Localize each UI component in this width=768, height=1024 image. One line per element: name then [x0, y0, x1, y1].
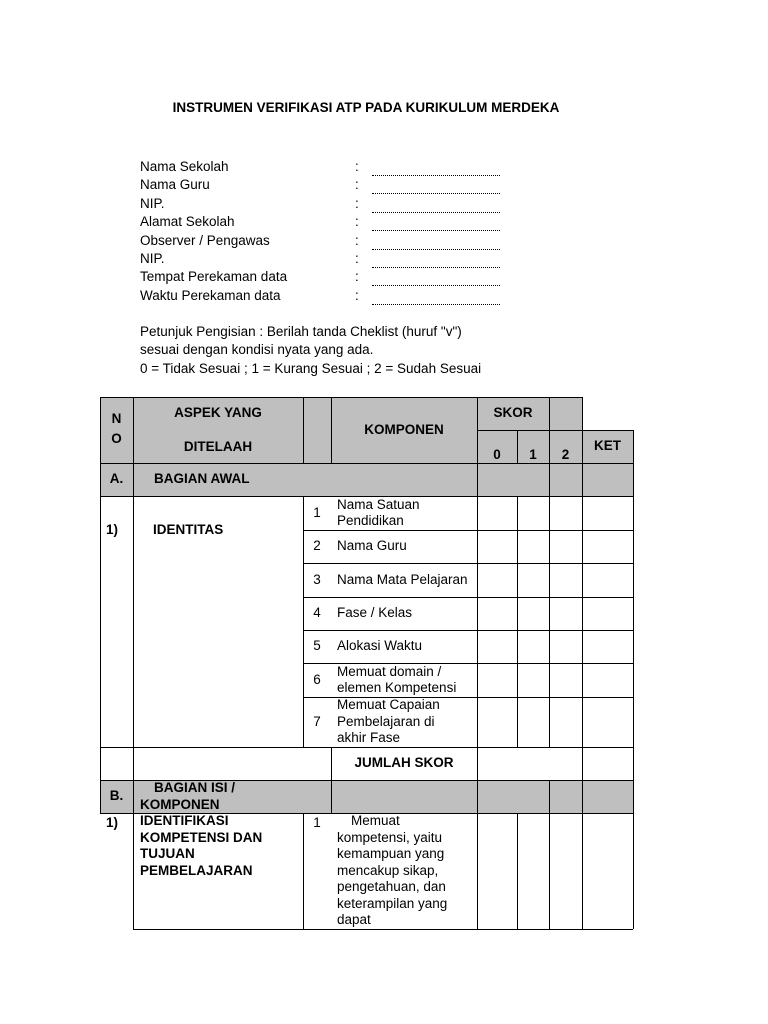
score-2-column[interactable] [550, 497, 582, 747]
field-label: Alamat Sekolah [140, 214, 235, 230]
field-colon: : [355, 232, 359, 248]
header-aspek-line2: DITELAAH [183, 438, 253, 454]
field-fill-line[interactable] [372, 175, 500, 176]
field-label: NIP. [140, 250, 165, 266]
header-komponen: KOMPONEN [364, 421, 444, 437]
header-skor-1: 1 [529, 446, 537, 462]
field-fill-line[interactable] [372, 193, 500, 194]
komponen-num: 4 [313, 605, 321, 621]
komponen-num: 6 [313, 671, 321, 687]
field-fill-line[interactable] [372, 267, 500, 268]
komponen-text: Memuat kompetensi, yaitu kemampuan yang mencakup sikap, pengetahuan, dan keterampilan yang dapat [337, 813, 448, 927]
komponen-num: 5 [313, 638, 321, 654]
page-title: INSTRUMEN VERIFIKASI ATP PADA KURIKULUM MERDEKA [172, 100, 560, 115]
field-fill-line[interactable] [372, 230, 500, 231]
identitas-aspek: IDENTITAS [153, 521, 224, 537]
field-fill-line[interactable] [372, 212, 500, 213]
identifikasi-aspek: IDENTIFIKASI KOMPETENSI DAN TUJUAN PEMBELAJARAN [140, 813, 263, 878]
instructions-line: Petunjuk Pengisian : Berilah tanda Cheklist (huruf "v") [140, 324, 462, 339]
section-a-code: A. [109, 471, 124, 487]
jumlah-skor-label: JUMLAH SKOR [354, 755, 454, 771]
field-fill-line[interactable] [372, 285, 500, 286]
header-skor-0: 0 [493, 446, 501, 462]
header-skor: SKOR [493, 405, 533, 421]
field-colon: : [355, 269, 359, 285]
section-b-code: B. [109, 788, 124, 804]
field-colon: : [355, 214, 359, 230]
header-ket: KET [594, 438, 621, 454]
field-label: Nama Guru [140, 177, 210, 193]
instructions [140, 323, 481, 378]
score-1-column[interactable] [518, 497, 549, 747]
field-colon: : [355, 159, 359, 174]
header-no-line2: O [111, 430, 122, 446]
field-fill-line[interactable] [372, 304, 500, 305]
field-label: Tempat Perekaman data [140, 269, 288, 285]
komponen-text: Nama Satuan Pendidikan [337, 496, 420, 528]
identifikasi-no: 1) [106, 814, 119, 830]
field-colon: : [355, 177, 359, 193]
komponen-text: Fase / Kelas [337, 605, 413, 621]
header-aspek-line1: ASPEK YANG [174, 404, 262, 420]
field-label: Observer / Pengawas [140, 232, 270, 248]
header-skor-2: 2 [561, 446, 570, 462]
komponen-text: Memuat Capaian Pembelajaran di akhir Fase [337, 697, 440, 746]
header-no-line1: N [111, 410, 122, 426]
komponen-text: Nama Guru [337, 538, 407, 554]
field-label: NIP. [140, 195, 165, 211]
komponen-num: 1 [313, 504, 321, 520]
komponen-text: Alokasi Waktu [337, 638, 423, 654]
komponen-num: 2 [313, 538, 321, 554]
section-b-title: BAGIAN ISI / KOMPONEN [140, 780, 236, 812]
instructions-line: 0 = Tidak Sesuai ; 1 = Kurang Sesuai ; 2 = Sudah Sesuai [140, 360, 482, 376]
section-a-title: BAGIAN AWAL [154, 471, 250, 487]
score-0-column[interactable] [478, 497, 517, 747]
field-label: Nama Sekolah [140, 159, 229, 174]
komponen-num: 1 [313, 814, 321, 830]
komponen-num: 3 [313, 571, 321, 587]
ket-column[interactable] [583, 497, 633, 747]
field-colon: : [355, 250, 359, 266]
field-colon: : [355, 287, 359, 303]
field-label: Waktu Perekaman data [140, 287, 281, 303]
field-fill-line[interactable] [372, 249, 500, 250]
komponen-text: Memuat domain / elemen Kompetensi [337, 663, 457, 695]
identitas-no: 1) [106, 521, 119, 537]
field-colon: : [355, 195, 359, 211]
komponen-text: Nama Mata Pelajaran [337, 571, 468, 587]
komponen-num: 7 [313, 713, 321, 729]
instructions-line: sesuai dengan kondisi nyata yang ada. [140, 342, 374, 358]
